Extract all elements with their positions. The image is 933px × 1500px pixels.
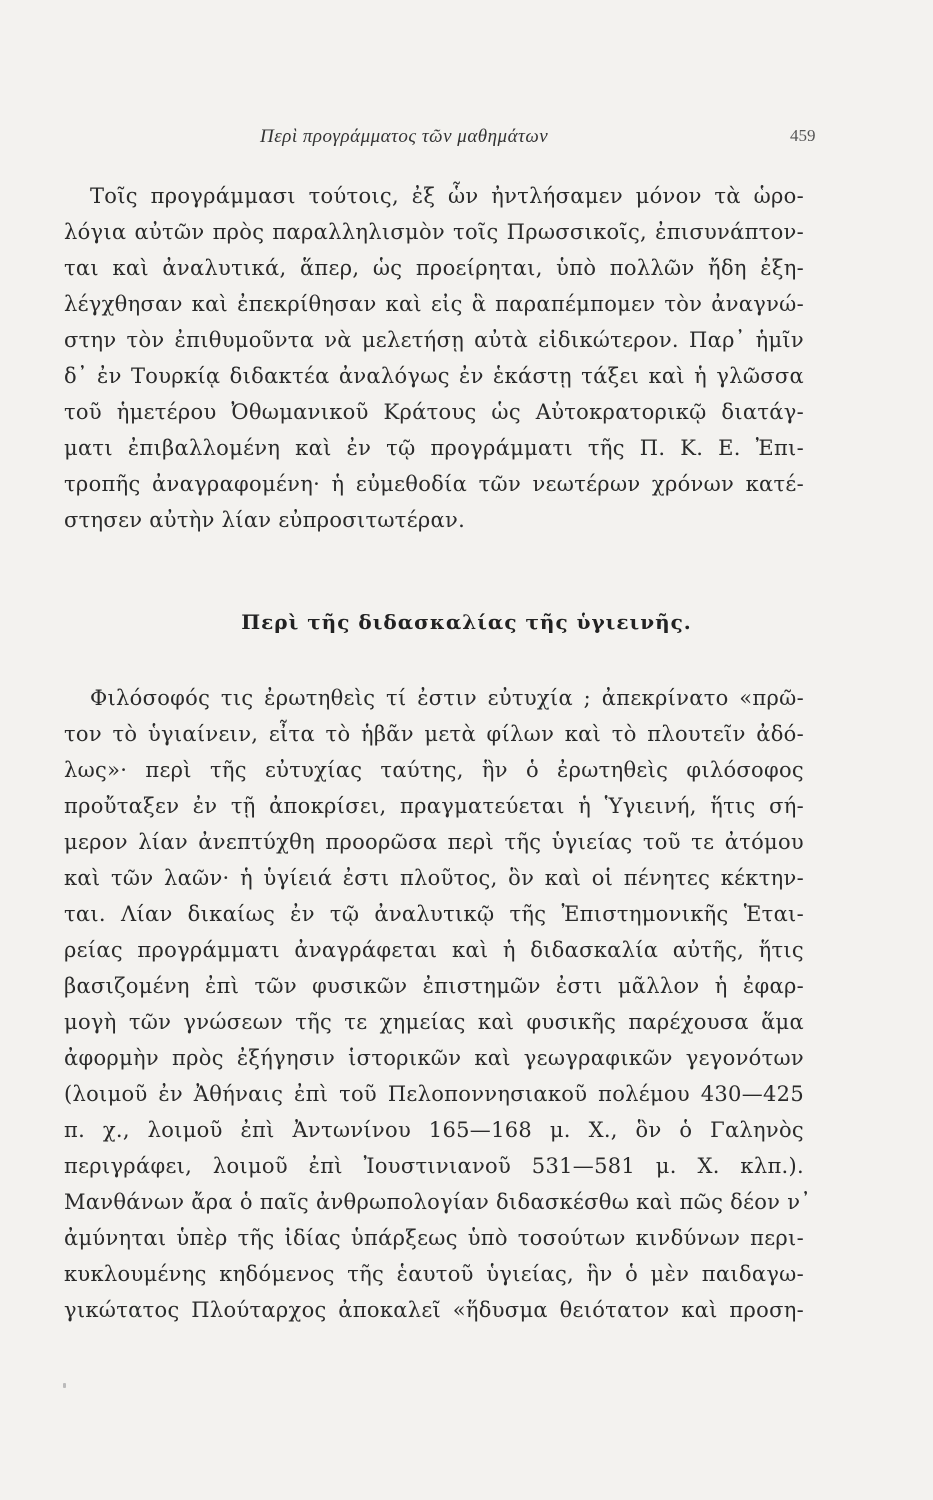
text-line: γικώτατος Πλούταρχος ἀποκαλεῖ «ἥδυσμα θειότατον καὶ προση-: [64, 1298, 804, 1322]
text-line: καὶ τῶν λαῶν· ἡ ὑγίειά ἐστι πλοῦτος, ὃν καὶ οἱ πένητες κέκτην-: [64, 866, 804, 890]
text-line: λως»· περὶ τῆς εὐτυχίας ταύτης, ἣν ὁ ἐρωτηθεὶς φιλόσοφος: [64, 758, 804, 782]
text-line: μογὴ τῶν γνώσεων τῆς τε χημείας καὶ φυσικῆς παρέχουσα ἅμα: [64, 1010, 804, 1034]
text-line: Τοῖς προγράμμασι τούτοις, ἐξ ὧν ἠντλήσαμεν μόνον τὰ ὡρο-: [90, 184, 804, 208]
text-line: ται καὶ ἀναλυτικά, ἅπερ, ὡς προείρηται, ὑπὸ πολλῶν ἤδη ἐξη-: [64, 256, 804, 280]
pencil-mark: [63, 1383, 66, 1388]
page-header: [0, 126, 933, 156]
text-line: περιγράφει, λοιμοῦ ἐπὶ Ἰουστινιανοῦ 531—581 μ. Χ. κλπ.).: [64, 1154, 804, 1178]
text-line: ἀφορμὴν πρὸς ἐξήγησιν ἱστορικῶν καὶ γεωγραφικῶν γεγονότων: [64, 1046, 804, 1070]
text-line: λόγια αὐτῶν πρὸς παραλληλισμὸν τοῖς Πρωσσικοῖς, ἐπισυνάπτον-: [64, 220, 804, 244]
text-line: λέγχθησαν καὶ ἐπεκρίθησαν καὶ εἰς ἃ παραπέμπομεν τὸν ἀναγνώ-: [64, 292, 804, 316]
page-number: 459: [790, 126, 816, 145]
text-line: μερον λίαν ἀνεπτύχθη προορῶσα περὶ τῆς ὑγιείας τοῦ τε ἀτόμου: [64, 830, 804, 854]
text-line: Φιλόσοφός τις ἐρωτηθεὶς τί ἐστιν εὐτυχία ; ἀπεκρίνατο «πρῶ-: [90, 686, 804, 710]
text-line: τροπῆς ἀναγραφομένη· ἡ εὐμεθοδία τῶν νεωτέρων χρόνων κατέ-: [64, 472, 804, 496]
text-line: προὔταξεν ἐν τῇ ἀποκρίσει, πραγματεύεται ἡ Ὑγιεινή, ἥτις σή-: [64, 794, 804, 818]
text-line: ται. Λίαν δικαίως ἐν τῷ ἀναλυτικῷ τῆς Ἐπιστημονικῆς Ἑται-: [64, 902, 804, 926]
text-line: στην τὸν ἐπιθυμοῦντα νὰ μελετήσῃ αὐτὰ εἰδικώτερον. Παρ᾽ ἡμῖν: [64, 328, 804, 352]
text-line: ρείας προγράμματι ἀναγράφεται καὶ ἡ διδασκαλία αὐτῆς, ἥτις: [64, 938, 804, 962]
text-line: (λοιμοῦ ἐν Ἀθήναις ἐπὶ τοῦ Πελοποννησιακοῦ πολέμου 430—425: [64, 1082, 804, 1106]
text-line: π. χ., λοιμοῦ ἐπὶ Ἀντωνίνου 165—168 μ. Χ., ὃν ὁ Γαληνὸς: [64, 1118, 804, 1142]
text-line: στησεν αὐτὴν λίαν εὐπροσιτωτέραν.: [64, 508, 466, 532]
running-head: Περὶ προγράμματος τῶν μαθημάτων: [260, 126, 549, 147]
text-line: τοῦ ἡμετέρου Ὀθωμανικοῦ Κράτους ὡς Αὐτοκρατορικῷ διατάγ-: [64, 400, 804, 424]
text-line: δ᾽ ἐν Τουρκίᾳ διδακτέα ἀναλόγως ἐν ἑκάστῃ τάξει καὶ ἡ γλῶσσα: [64, 364, 804, 388]
text-line: ἀμύνηται ὑπὲρ τῆς ἰδίας ὑπάρξεως ὑπὸ τοσούτων κινδύνων περι-: [64, 1226, 804, 1250]
section-heading: Περὶ τῆς διδασκαλίας τῆς ὑγιεινῆς.: [241, 610, 692, 634]
text-line: τον τὸ ὑγιαίνειν, εἶτα τὸ ἡβᾶν μετὰ φίλων καὶ τὸ πλουτεῖν ἀδό-: [64, 722, 804, 746]
text-line: Μανθάνων ἄρα ὁ παῖς ἀνθρωπολογίαν διδασκέσθω καὶ πῶς δέον ν᾽: [64, 1190, 812, 1214]
text-line: ματι ἐπιβαλλομένη καὶ ἐν τῷ προγράμματι τῆς Π. Κ. Ε. Ἐπι-: [64, 436, 804, 460]
text-line: βασιζομένη ἐπὶ τῶν φυσικῶν ἐπιστημῶν ἐστι μᾶλλον ἡ ἐφαρ-: [64, 974, 804, 998]
text-line: κυκλουμένης κηδόμενος τῆς ἑαυτοῦ ὑγιείας, ἣν ὁ μὲν παιδαγω-: [64, 1262, 804, 1286]
